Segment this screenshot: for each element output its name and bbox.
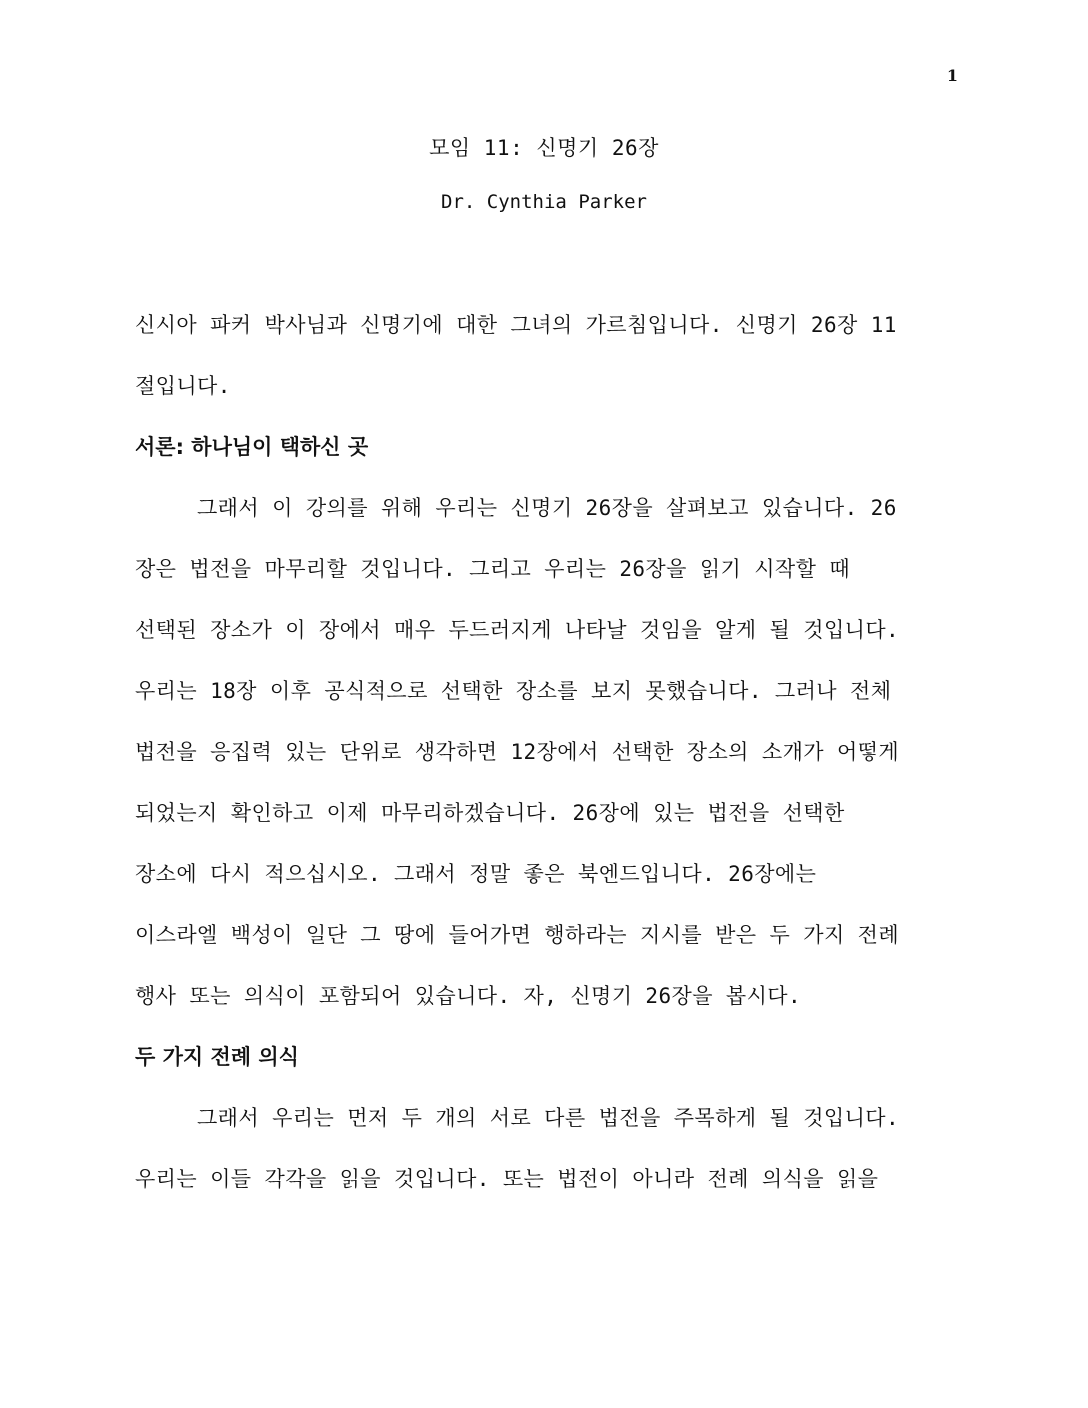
paragraph-line: 그래서 우리는 먼저 두 개의 서로 다른 법전을 주목하게 될 것입니다.: [197, 1106, 899, 1130]
paragraph-line: 되었는지 확인하고 이제 마무리하겠습니다. 26장에 있는 법전을 선택한: [135, 801, 845, 825]
paragraph-line: 선택된 장소가 이 장에서 매우 두드러지게 나타날 것임을 알게 될 것입니다.: [135, 618, 900, 642]
paragraph-line: 그래서 이 강의를 위해 우리는 신명기 26장을 살펴보고 있습니다. 26: [197, 496, 897, 520]
paragraph-line: 이스라엘 백성이 일단 그 땅에 들어가면 행하라는 지시를 받은 두 가지 전례: [135, 923, 900, 947]
intro-line: 절입니다.: [135, 374, 231, 398]
document-author: Dr. Cynthia Parker: [441, 191, 647, 213]
paragraph-line: 법전을 응집력 있는 단위로 생각하면 12장에서 선택한 장소의 소개가 어떻게: [135, 740, 900, 764]
paragraph-line: 행사 또는 의식이 포함되어 있습니다. 자, 신명기 26장을 봅시다.: [135, 984, 802, 1008]
section-heading-rituals: 두 가지 전례 의식: [135, 1045, 299, 1069]
page-number: 1: [946, 66, 958, 85]
paragraph-line: 장소에 다시 적으십시오. 그래서 정말 좋은 북엔드입니다. 26장에는: [135, 862, 817, 886]
document-body: [135, 305, 955, 1220]
section-heading-intro: 서론: 하나님이 택하신 곳: [135, 435, 369, 459]
document-title: 모임 11: 신명기 26장: [429, 136, 659, 160]
paragraph-line: 우리는 이들 각각을 읽을 것입니다. 또는 법전이 아니라 전례 의식을 읽을: [135, 1167, 879, 1191]
intro-line: 신시아 파커 박사님과 신명기에 대한 그녀의 가르침입니다. 신명기 26장 11: [135, 313, 897, 337]
paragraph-line: 우리는 18장 이후 공식적으로 선택한 장소를 보지 못했습니다. 그러나 전체: [135, 679, 892, 703]
paragraph-line: 장은 법전을 마무리할 것입니다. 그리고 우리는 26장을 읽기 시작할 때: [135, 557, 851, 581]
